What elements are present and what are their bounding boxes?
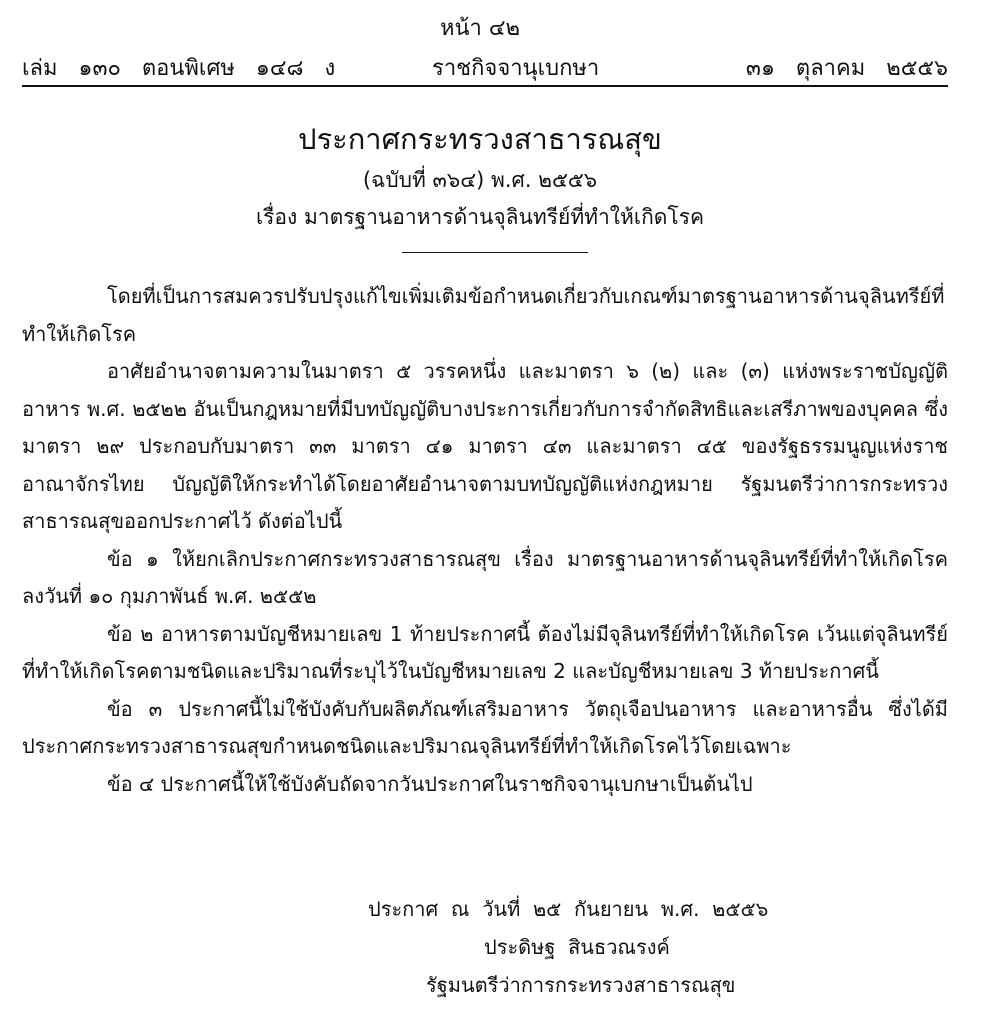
volume-info: เล่ม ๑๓๐ ตอนพิเศษ ๑๔๘ ง bbox=[22, 56, 336, 81]
page-number: หน้า ๔๒ bbox=[439, 16, 521, 41]
document-body bbox=[22, 278, 948, 803]
paragraph-clause-3: ข้อ ๓ ประกาศนี้ไม่ใช้บังคับกับผลิตภัณฑ์เสริมอาหาร วัตถุเจือปนอาหาร และอาหารอื่น ซึ่งได้มีประกาศกระทรวงสาธารณสุขกำหนดชนิดและปริมาณจุลินทรีย์ที่ทำให้เกิดโรคไว้โดยเฉพาะ bbox=[22, 696, 948, 758]
signatory-name: ประดิษฐ สินธวณรงค์ bbox=[484, 935, 670, 959]
document-subject: เรื่อง มาตรฐานอาหารด้านจุลินทรีย์ที่ทำให้เกิดโรค bbox=[255, 205, 705, 229]
gazette-header bbox=[22, 50, 948, 82]
gazette-date: ๓๑ ตุลาคม ๒๕๕๖ bbox=[745, 56, 948, 81]
paragraph-authority: อาศัยอำนาจตามความในมาตรา ๕ วรรคหนึ่ง และมาตรา ๖ (๒) และ (๓) แห่งพระราชบัญญัติอาหาร พ.ศ. ๒๕๒๒ อันเป็นกฎหมายที่มีบทบัญญัติบางประการเกี่ยวกับการจำกัดสิทธิและเสรีภาพของบุคคล ซึ่งมาตรา ๒๙ ประกอบกับมาตรา ๓๓ มาตรา ๔๑ มาตรา ๔๓ และมาตรา ๔๕ ของรัฐธรรมนูญแห่งราชอาณาจักรไทย บัญญัติให้กระทำได้โดยอาศัยอำนาจตามบทบัญญัติแห่งกฎหมาย รัฐมนตรีว่าการกระทรวงสาธารณสุขออกประกาศไว้ ดังต่อไปนี้ bbox=[22, 359, 948, 533]
gazette-name: ราชกิจจานุเบกษา bbox=[432, 56, 600, 81]
document-title: ประกาศกระทรวงสาธารณสุข bbox=[298, 122, 662, 156]
announcement-date: ประกาศ ณ วันที่ ๒๕ กันยายน พ.ศ. ๒๕๕๖ bbox=[368, 897, 769, 921]
paragraph-clause-1: ข้อ ๑ ให้ยกเลิกประกาศกระทรวงสาธารณสุข เรื่อง มาตรฐานอาหารด้านจุลินทรีย์ที่ทำให้เกิดโรค ลงวันที่ ๑๐ กุมภาพันธ์ พ.ศ. ๒๕๕๒ bbox=[22, 546, 948, 608]
paragraph-preamble: โดยที่เป็นการสมควรปรับปรุงแก้ไขเพิ่มเติมข้อกำหนดเกี่ยวกับเกณฑ์มาตรฐานอาหารด้านจุลินทรีย์ที่ทำให้เกิดโรค bbox=[22, 284, 945, 346]
title-divider bbox=[402, 252, 588, 253]
document-issue: (ฉบับที่ ๓๖๔) พ.ศ. ๒๕๕๖ bbox=[362, 168, 598, 192]
paragraph-clause-4: ข้อ ๔ ประกาศนี้ให้ใช้บังคับถัดจากวันประกาศในราชกิจจานุเบกษาเป็นต้นไป bbox=[107, 771, 753, 796]
header-divider bbox=[22, 85, 948, 87]
paragraph-clause-2: ข้อ ๒ อาหารตามบัญชีหมายเลข 1 ท้ายประกาศนี้ ต้องไม่มีจุลินทรีย์ที่ทำให้เกิดโรค เว้นแต่จุลินทรีย์ที่ทำให้เกิดโรคตามชนิดและปริมาณที่ระบุไว้ในบัญชีหมายเลข 2 และบัญชีหมายเลข 3 ท้ายประกาศนี้ bbox=[22, 621, 948, 683]
signatory-position: รัฐมนตรีว่าการกระทรวงสาธารณสุข bbox=[426, 973, 736, 997]
